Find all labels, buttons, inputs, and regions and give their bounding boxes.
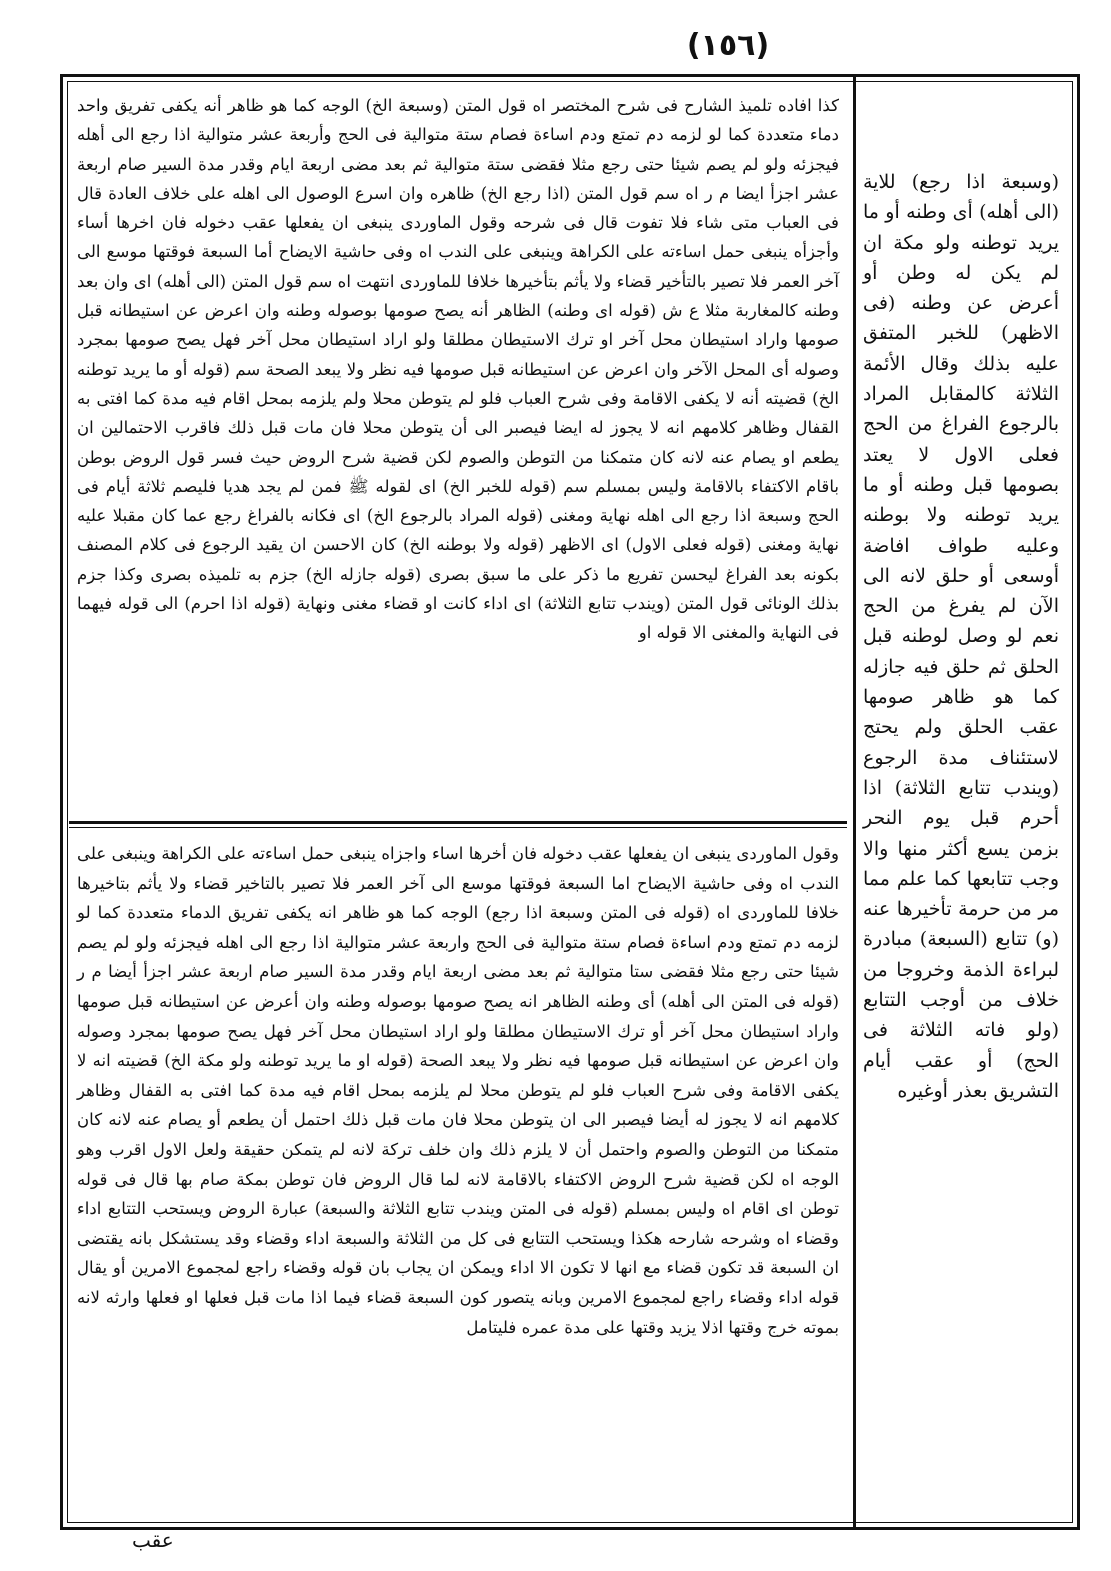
commentary-bottom-section: وقول الماوردى ينبغى ان يفعلها عقب دخوله فان أخرها اساء واجزاه ينبغى حمل اساءته على الكراهة وينبغى على الندب اه وفى حاشية الايضاح اما السبعة فوقتها موسع الى آخر العمر فلا تصير بالتاخير قضاء ولا يأثم بتاخيرها خلافا للماوردى اه (قوله فى المتن وسبعة اذا رجع) الوجه كما هو ظاهر انه يكفى تفريق الدماء متعددة كما لو لزمه دم تمتع ودم اساءة فصام ستة متوالية فى الحج واربعة عشر متوالية اذا رجع الى اهله فيجزئه ولو لم يصم شيئا حتى رجع مثلا فقضى ستا متوالية ثم بعد مضى اربعة ايام وقدر مدة السير صام اربعة عشر اجزأ أيضا م ر (قوله فى المتن الى أهله) أى وطنه الظاهر انه يصح صومها بوصوله وطنه وان أعرض عن استيطانه قبل صومها واراد استيطان محل آخر أو ترك الاستيطان مطلقا ولو اراد استيطان محل آخر فهل يصح صومها بمجرد وصوله وان اعرض عن استيطانه قبل صومها فيه نظر ولا يبعد الصحة (قوله او ما يريد توطنه ولو مكة الخ) قضيته انه لا يكفى الاقامة وفى شرح العباب فلو لم يتوطن محلا لم يلزمه بمحل اقام فيه مدة كما افتى به القفال وظاهر كلامهم انه لا يجوز له أيضا فيصبر الى ان يتوطن محلا فان مات قبل ذلك احتمل أن يطعم أو يصام عنه لانه كان متمكنا من التوطن والصوم واحتمل أن لا يلزم ذلك وان خلف تركة لانه لم يتمكن حقيقة ولعل الاول اقرب وهو الوجه اه لكن قضية شرح الروض الاكتفاء بالاقامة لانه لما قال الروض فان توطن بمكة صام بها قال فى قوله توطن اى اقام اه وليس بمسلم (قوله فى المتن ويندب تتابع الثلاثة والسبعة) عبارة الروض ويستحب التتابع اداء وقضاء اه وشرحه شارحه هكذا ويستحب التتابع فى كل من الثلاثة والسبعة اداء وقضاء وقد يستشكل بانه يقتضى ان السبعة قد تكون قضاء مع انها لا تكون الا اداء ويمكن ان يجاب بان قوله وقضاء راجع لمجموع الامرين أو يقال قوله اداء وقضاء راجع لمجموع الامرين وبانه يتصور كون السبعة قضاء فيما اذا مات قبل فعلها او فعلها وارثه لانه بموته خرج وقتها اذلا يزيد وقتها على مدة عمره فليتامل [77,844,839,1337]
commentary-top-section: كذا افاده تلميذ الشارح فى شرح المختصر اه قول المتن (وسبعة الخ) الوجه كما هو ظاهر أنه يكفى تفريق واحد دماء متعددة كما لو لزمه دم تمتع ودم اساءة فصام ستة متوالية فى الحج وأربعة عشر متوالية اذا رجع الى أهله فيجزئه ولو لم يصم شيئا حتى رجع مثلا فقضى ستة متوالية ثم بعد مضى اربعة ايام وقدر مدة السير صام اربعة عشر اجزأ ايضا م ر اه سم قول المتن (اذا رجع الخ) ظاهره وان اسرع الوصول الى اهله على خلاف العادة قال فى العباب متى شاء فلا تفوت قال فى شرحه وقول الماوردى ينبغى ان يفعلها عقب دخوله فان اخرها أساء وأجزأه ينبغى حمل اساءته على الكراهة وينبغى على الندب اه وفى حاشية الايضاح أما السبعة فوقتها موسع الى آخر العمر فلا تصير بالتأخير قضاء ولا يأثم بتأخيرها خلافا للماوردى انتهت اه سم قول المتن (الى أهله) اى وان بعد وطنه كالمغاربة مثلا ع ش (قوله اى وطنه) الظاهر أنه يصح صومها بوصوله وطنه وان اعرض عن استيطانه قبل صومها واراد استيطان محل آخر او ترك الاستيطان مطلقا ولو اراد استيطان محل آخر فهل يصح صومها بمجرد وصوله أى المحل الآخر وان اعرض عن استيطانه قبل صومها فيه نظر ولا يبعد الصحة سم (قوله أو ما يريد توطنه الخ) قضيته أنه لا يكفى الاقامة وفى شرح العباب فلو لم يتوطن محلا ولم يلزمه بمحل اقام فيه مدة كما افتى به القفال وظاهر كلامهم انه لا يجوز له ايضا فيصبر الى أن يتوطن محلا فان مات قبل ذلك فاقرب الاحتمالين ان يطعم او يصام عنه لانه كان متمكنا من التوطن والصوم لكن قضية شرح الروض حيث فسر قول الروض بوطن باقام الاكتفاء بالاقامة وليس بمسلم سم (قوله للخبر الخ) اى لقوله ﷺ فمن لم يجد هديا فليصم ثلاثة أيام فى الحج وسبعة اذا رجع الى اهله نهاية ومغنى (قوله المراد بالرجوع الخ) اى فكانه بالفراغ رجع عما كان مقبلا عليه نهاية ومغنى (قوله فعلى الاول) اى الاظهر (قوله ولا بوطنه الخ) كان الاحسن ان يقيد الرجوع فى كلام المصنف بكونه بعد الفراغ ليحسن تفريع ما ذكر على ما سبق بصرى (قوله جازله الخ) جزم به تلميذه بصرى وكذا جزم بذلك الونائى قول المتن (ويندب تتابع الثلاثة) اى اداء كانت او قضاء مغنى ونهاية (قوله اذا احرم) الى قوله فيهما فى النهاية والمغنى الا قوله او [77,96,839,643]
commentary-column [69,83,847,1513]
section-divider-thin [69,827,847,828]
catchword: عقب [132,1528,174,1552]
margin-gloss-column: (وسبعة اذا رجع) للاية (الى أهله) أى وطنه أو ما يريد توطنه ولو مكة ان لم يكن له وطن أو أعرض عن وطنه (فى الاظهر) للخبر المتفق عليه بذلك وقال الأئمة الثلاثة كالمقابل المراد بالرجوع الفراغ من الحج فعلى الاول لا يعتد بصومها قبل وطنه أو ما يريد توطنه ولا بوطنه وعليه طواف افاضة أوسعى أو حلق لانه الى الآن لم يفرغ من الحج نعم لو وصل لوطنه قبل الحلق ثم حلق فيه جازله كما هو ظاهر صومها عقب الحلق ولم يحتج لاستئناف مدة الرجوع (ويندب تتابع الثلاثة) اذا أحرم قبل يوم النحر بزمن يسع أكثر منها والا وجب تتابعها كما علم مما مر من حرمة تأخيرها عنه (و) تتابع (السبعة) مبادرة لبراءة الذمة وخروجا من خلاف من أوجب التتابع (ولو فاته الثلاثة فى الحج) أو عقب أيام التشريق بعذر أوغيره [863,171,1059,1102]
section-divider [69,821,847,824]
page-frame [60,74,1080,1530]
column-divider [853,77,856,1527]
page-number: (١٥٦) [686,28,770,63]
